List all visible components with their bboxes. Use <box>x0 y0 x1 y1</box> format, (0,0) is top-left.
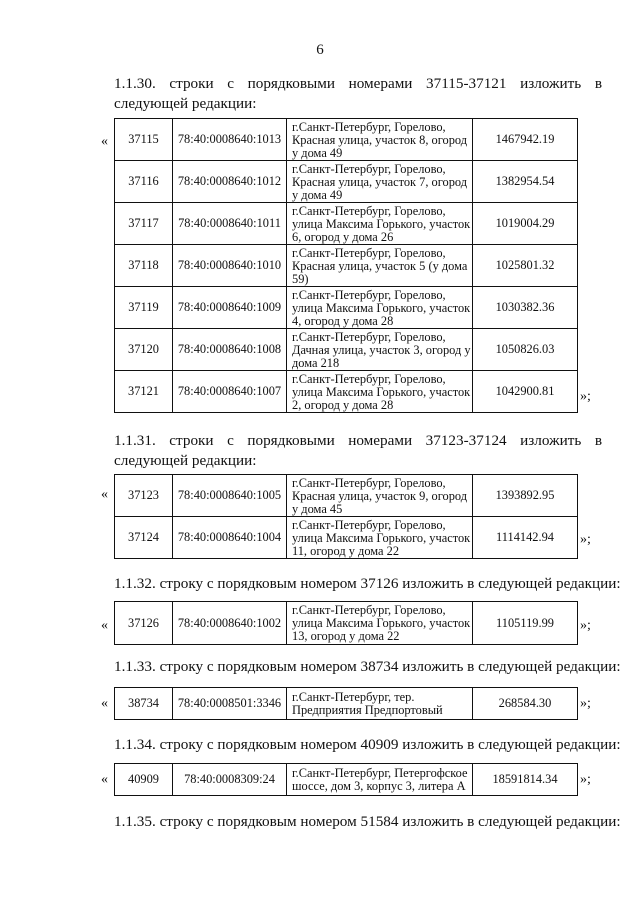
cadastral-number-cell: 78:40:0008640:1009 <box>173 287 287 329</box>
table-row <box>115 371 578 413</box>
row-number-cell: 37116 <box>115 161 173 203</box>
row-number-cell: 37124 <box>115 517 173 559</box>
table-row <box>115 119 578 161</box>
cadastral-number-cell: 78:40:0008309:24 <box>173 764 287 796</box>
address-cell: г.Санкт-Петербург, Горелово, улица Максима Горького, участок 2, огород у дома 28 <box>287 371 473 413</box>
row-number-cell: 37120 <box>115 329 173 371</box>
cadastral-number-cell: 78:40:0008640:1011 <box>173 203 287 245</box>
cadastral-number-cell: 78:40:0008640:1002 <box>173 602 287 645</box>
cadastral-number-cell: 78:40:0008640:1004 <box>173 517 287 559</box>
paragraph-1-1-31: 1.1.31. строки с порядковыми номерами 37123-37124 изложить в следующей редакции: <box>114 432 602 469</box>
address-cell: г.Санкт-Петербург, Горелово, Красная улица, участок 9, огород у дома 45 <box>287 475 473 517</box>
quote-close: »; <box>580 696 591 711</box>
address-cell: г.Санкт-Петербург, Горелово, улица Максима Горького, участок 6, огород у дома 26 <box>287 203 473 245</box>
quote-close: »; <box>580 532 591 547</box>
table-1-1-33 <box>114 687 578 720</box>
table-1-1-32 <box>114 601 578 645</box>
table-1-1-34 <box>114 763 578 796</box>
address-cell: г.Санкт-Петербург, Горелово, Красная улица, участок 8, огород у дома 49 <box>287 119 473 161</box>
quote-close: »; <box>580 618 591 633</box>
table-row <box>115 764 578 796</box>
quote-close: »; <box>580 772 591 787</box>
row-number-cell: 37117 <box>115 203 173 245</box>
value-cell: 1467942.19 <box>473 119 578 161</box>
value-cell: 1114142.94 <box>473 517 578 559</box>
address-cell: г.Санкт-Петербург, Горелово, Красная улица, участок 7, огород у дома 49 <box>287 161 473 203</box>
cadastral-number-cell: 78:40:0008640:1008 <box>173 329 287 371</box>
quote-open: « <box>101 134 108 149</box>
row-number-cell: 37115 <box>115 119 173 161</box>
value-cell: 1393892.95 <box>473 475 578 517</box>
cadastral-number-cell: 78:40:0008640:1005 <box>173 475 287 517</box>
table-1-1-30 <box>114 118 578 413</box>
cadastral-number-cell: 78:40:0008640:1010 <box>173 245 287 287</box>
value-cell: 1019004.29 <box>473 203 578 245</box>
paragraph-1-1-35: 1.1.35. строку с порядковым номером 51584 изложить в следующей редакции: <box>114 813 621 830</box>
paragraph-1-1-34: 1.1.34. строку с порядковым номером 40909 изложить в следующей редакции: <box>114 736 621 753</box>
cadastral-number-cell: 78:40:0008501:3346 <box>173 688 287 720</box>
quote-open: « <box>101 696 108 711</box>
table-row <box>115 602 578 645</box>
table-row <box>115 329 578 371</box>
table-row <box>115 287 578 329</box>
row-number-cell: 40909 <box>115 764 173 796</box>
row-number-cell: 37123 <box>115 475 173 517</box>
paragraph-1-1-30: 1.1.30. строки с порядковыми номерами 37115-37121 изложить в следующей редакции: <box>114 75 602 112</box>
value-cell: 1105119.99 <box>473 602 578 645</box>
row-number-cell: 37126 <box>115 602 173 645</box>
row-number-cell: 37118 <box>115 245 173 287</box>
page-number: 6 <box>316 42 324 58</box>
table-row <box>115 688 578 720</box>
table-row <box>115 161 578 203</box>
row-number-cell: 37119 <box>115 287 173 329</box>
quote-close: »; <box>580 389 591 404</box>
value-cell: 1042900.81 <box>473 371 578 413</box>
row-number-cell: 37121 <box>115 371 173 413</box>
value-cell: 1030382.36 <box>473 287 578 329</box>
address-cell: г.Санкт-Петербург, тер. Предприятия Предпортовый <box>287 688 473 720</box>
paragraph-1-1-33: 1.1.33. строку с порядковым номером 38734 изложить в следующей редакции: <box>114 658 621 675</box>
address-cell: г.Санкт-Петербург, Горелово, улица Максима Горького, участок 4, огород у дома 28 <box>287 287 473 329</box>
cadastral-number-cell: 78:40:0008640:1012 <box>173 161 287 203</box>
paragraph-1-1-32: 1.1.32. строку с порядковым номером 37126 изложить в следующей редакции: <box>114 575 621 592</box>
value-cell: 1025801.32 <box>473 245 578 287</box>
address-cell: г.Санкт-Петербург, Горелово, улица Максима Горького, участок 13, огород у дома 22 <box>287 602 473 645</box>
cadastral-number-cell: 78:40:0008640:1007 <box>173 371 287 413</box>
quote-open: « <box>101 772 108 787</box>
quote-open: « <box>101 618 108 633</box>
quote-open: « <box>101 487 108 502</box>
address-cell: г.Санкт-Петербург, Горелово, Красная улица, участок 5 (у дома 59) <box>287 245 473 287</box>
value-cell: 268584.30 <box>473 688 578 720</box>
cadastral-number-cell: 78:40:0008640:1013 <box>173 119 287 161</box>
table-1-1-31 <box>114 474 578 559</box>
address-cell: г.Санкт-Петербург, Петергофское шоссе, дом 3, корпус 3, литера А <box>287 764 473 796</box>
table-row <box>115 475 578 517</box>
value-cell: 18591814.34 <box>473 764 578 796</box>
table-row <box>115 203 578 245</box>
address-cell: г.Санкт-Петербург, Горелово, Дачная улица, участок 3, огород у дома 218 <box>287 329 473 371</box>
address-cell: г.Санкт-Петербург, Горелово, улица Максима Горького, участок 11, огород у дома 22 <box>287 517 473 559</box>
row-number-cell: 38734 <box>115 688 173 720</box>
table-row <box>115 245 578 287</box>
value-cell: 1050826.03 <box>473 329 578 371</box>
table-row <box>115 517 578 559</box>
value-cell: 1382954.54 <box>473 161 578 203</box>
